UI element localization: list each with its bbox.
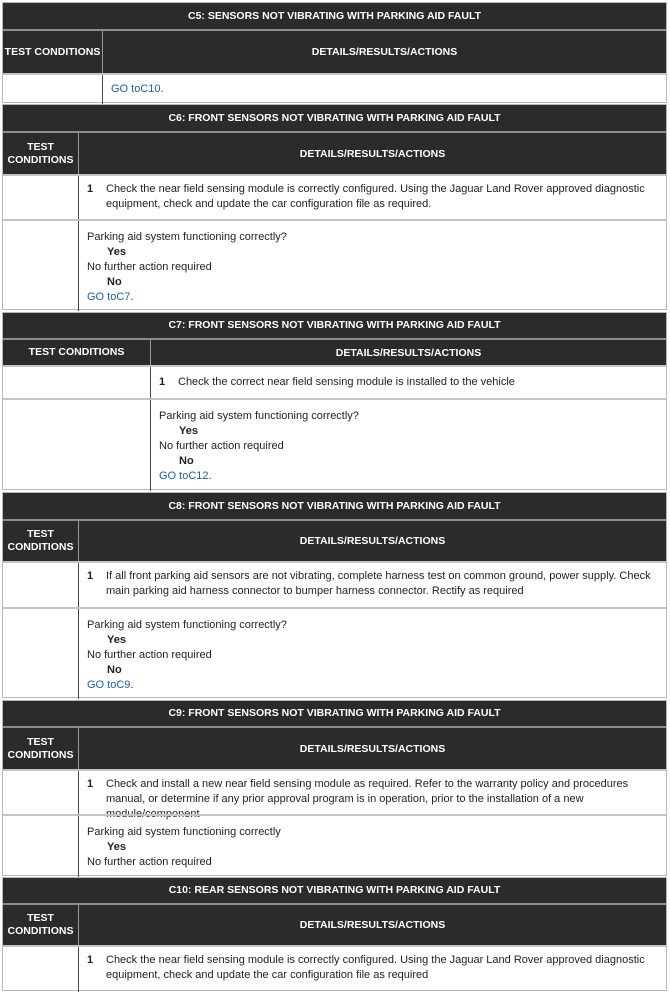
header-test-conditions: TEST CONDITIONS bbox=[3, 133, 79, 174]
step-text: Check the near field sensing module is correctly configured. Using the Jaguar Land Rover approved diagnostic equipment, check and update the car configuration file as required. bbox=[106, 183, 645, 210]
step-row bbox=[3, 365, 666, 398]
table-c9 bbox=[2, 700, 667, 876]
goto-c9-link[interactable]: GO toC9 bbox=[87, 679, 131, 691]
step-text: Check and install a new near field sensing module as required. Refer to the warranty policy and procedures manual, or determine if any prior approval program is in operation, prior to the installation of a new module/component bbox=[106, 778, 629, 820]
result-row bbox=[3, 219, 666, 311]
answer-no: No bbox=[107, 276, 122, 288]
table-c7 bbox=[2, 312, 667, 490]
result-row bbox=[3, 814, 666, 877]
details-cell bbox=[79, 563, 666, 607]
test-conditions-cell bbox=[3, 176, 79, 219]
result-question: Parking aid system functioning correctly? bbox=[87, 231, 287, 243]
step-text: If all front parking aid sensors are not vibrating, complete harness test on common ground, power supply. Check main parking aid harness connector to bumper harness connector. Rectify as required bbox=[106, 570, 651, 597]
header-row-c7 bbox=[3, 340, 666, 365]
test-conditions-cell bbox=[3, 771, 79, 814]
table-c10 bbox=[2, 877, 667, 991]
details-cell bbox=[151, 400, 666, 491]
yes-action: No further action required bbox=[159, 440, 284, 452]
test-conditions-cell bbox=[3, 563, 79, 607]
details-cell bbox=[79, 771, 666, 820]
goto-suffix: . bbox=[130, 679, 134, 691]
header-details: DETAILS/RESULTS/ACTIONS bbox=[299, 535, 446, 547]
table-c5 bbox=[2, 2, 667, 103]
goto-suffix: . bbox=[160, 83, 164, 95]
step-number: 1 bbox=[87, 183, 94, 195]
goto-suffix: . bbox=[208, 470, 212, 482]
header-test-conditions: TEST CONDITIONS bbox=[3, 340, 151, 365]
answer-yes: Yes bbox=[107, 841, 126, 853]
test-conditions-cell bbox=[3, 75, 103, 104]
step-row bbox=[3, 945, 666, 992]
answer-no: No bbox=[179, 455, 194, 467]
answer-no: No bbox=[107, 664, 122, 676]
header-row-c10 bbox=[3, 905, 666, 945]
test-conditions-cell bbox=[3, 221, 79, 311]
step-row bbox=[3, 561, 666, 607]
header-test-conditions: TEST CONDITIONS bbox=[3, 728, 79, 769]
goto-c12-link[interactable]: GO toC12 bbox=[159, 470, 209, 482]
step-text: Check the near field sensing module is correctly configured. Using the Jaguar Land Rover approved diagnostic equipment, check and update the car configuration file as required bbox=[106, 954, 645, 981]
result-row bbox=[3, 607, 666, 699]
result-question: Parking aid system functioning correctly? bbox=[159, 410, 359, 422]
result-question: Parking aid system functioning correctly bbox=[87, 826, 281, 838]
answer-yes: Yes bbox=[179, 425, 198, 437]
details-cell bbox=[79, 221, 666, 311]
header-details: DETAILS/RESULTS/ACTIONS bbox=[311, 46, 458, 58]
details-cell bbox=[79, 609, 666, 699]
result-question: Parking aid system functioning correctly? bbox=[87, 619, 287, 631]
header-details: DETAILS/RESULTS/ACTIONS bbox=[299, 147, 446, 160]
step-row bbox=[3, 769, 666, 820]
yes-action: No further action required bbox=[87, 261, 212, 273]
test-conditions-cell bbox=[3, 367, 151, 398]
header-details: DETAILS/RESULTS/ACTIONS bbox=[335, 346, 482, 359]
step-number: 1 bbox=[87, 570, 94, 582]
details-cell bbox=[79, 947, 666, 992]
test-conditions-cell bbox=[3, 400, 151, 491]
header-row-c5 bbox=[3, 31, 666, 73]
test-conditions-cell bbox=[3, 947, 79, 992]
step-number: 1 bbox=[87, 954, 94, 966]
step-row bbox=[3, 174, 666, 219]
step-number: 1 bbox=[159, 376, 166, 388]
goto-c7-link[interactable]: GO toC7 bbox=[87, 291, 131, 303]
test-conditions-cell bbox=[3, 609, 79, 699]
details-cell bbox=[151, 367, 666, 398]
goto-suffix: . bbox=[130, 291, 134, 303]
header-row-c9 bbox=[3, 728, 666, 769]
step-number: 1 bbox=[87, 778, 94, 790]
answer-yes: Yes bbox=[107, 634, 126, 646]
table-c8 bbox=[2, 492, 667, 698]
section-title-c6: C6: FRONT SENSORS NOT VIBRATING WITH PARKING AID FAULT bbox=[3, 105, 666, 133]
test-conditions-cell bbox=[3, 816, 79, 877]
result-row bbox=[3, 73, 666, 104]
details-cell bbox=[103, 75, 666, 104]
section-title-c5: C5: SENSORS NOT VIBRATING WITH PARKING AID FAULT bbox=[3, 3, 666, 31]
header-test-conditions: TEST CONDITIONS bbox=[3, 521, 79, 561]
details-cell bbox=[79, 176, 666, 219]
answer-yes: Yes bbox=[107, 246, 126, 258]
header-row-c8 bbox=[3, 521, 666, 561]
yes-action: No further action required bbox=[87, 856, 212, 868]
header-test-conditions: TEST CONDITIONS bbox=[3, 31, 103, 73]
yes-action: No further action required bbox=[87, 649, 212, 661]
section-title-c8: C8: FRONT SENSORS NOT VIBRATING WITH PARKING AID FAULT bbox=[3, 493, 666, 521]
goto-c10-link[interactable]: GO toC10 bbox=[111, 83, 161, 95]
result-row bbox=[3, 398, 666, 491]
step-text: Check the correct near field sensing module is installed to the vehicle bbox=[178, 376, 515, 388]
section-title-c7: C7: FRONT SENSORS NOT VIBRATING WITH PARKING AID FAULT bbox=[3, 313, 666, 340]
header-details: DETAILS/RESULTS/ACTIONS bbox=[299, 919, 446, 931]
details-cell bbox=[79, 816, 666, 877]
section-title-c9: C9: FRONT SENSORS NOT VIBRATING WITH PARKING AID FAULT bbox=[3, 701, 666, 728]
header-test-conditions: TEST CONDITIONS bbox=[3, 905, 79, 945]
section-title-c10: C10: REAR SENSORS NOT VIBRATING WITH PARKING AID FAULT bbox=[3, 878, 666, 905]
header-row-c6 bbox=[3, 133, 666, 174]
header-details: DETAILS/RESULTS/ACTIONS bbox=[299, 742, 446, 755]
table-c6 bbox=[2, 104, 667, 310]
